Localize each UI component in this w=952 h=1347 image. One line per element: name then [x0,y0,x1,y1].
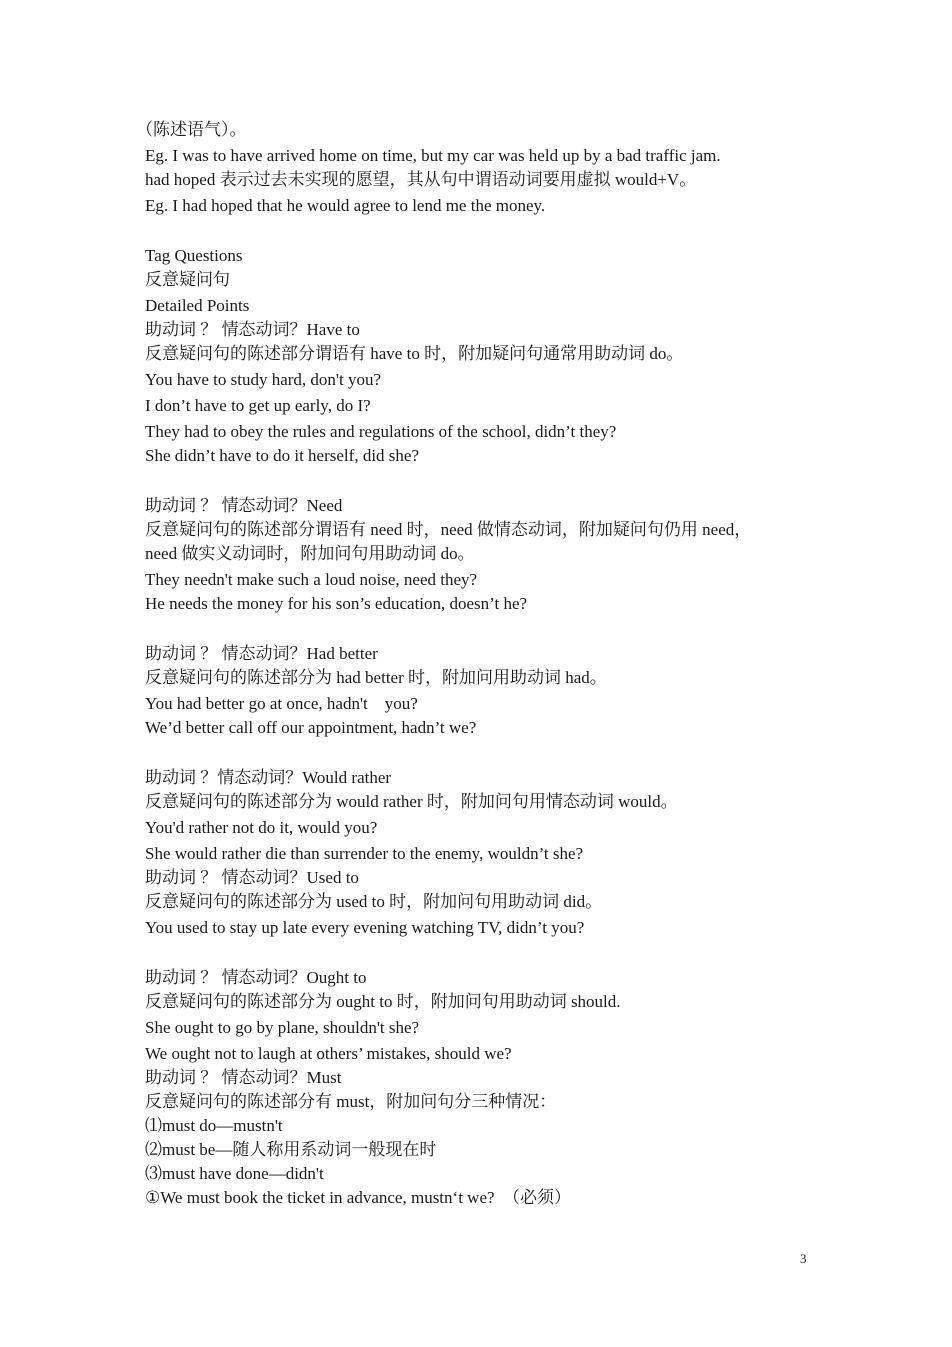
section-heading-cn: 反意疑问句 [145,270,230,289]
example-line: You had better go at once, hadn't you? [145,694,418,713]
example-line: They had to obey the rules and regulations of the school, didn’t they? [145,422,617,441]
example-line: We ought not to laugh at others’ mistakes, should we? [145,1044,512,1063]
topic-heading: 助动词 ？ 情态动词？Had better [145,644,378,663]
topic-heading: 助动词 ？ 情态动词？Must [145,1068,342,1087]
list-item: ⑶must have done—didn't [145,1164,324,1183]
text-line: 反意疑问句的陈述部分为 had better 时，附加问用助动词 had。 [145,668,607,687]
example-line: They needn't make such a loud noise, need they? [145,570,478,589]
example-line: ①We must book the ticket in advance, mustn‘t we? （必须） [145,1188,572,1207]
text-line: 反意疑问句的陈述部分谓语有 need 时，need 做情态动词，附加疑问句仍用 need， [145,520,752,539]
subsection-heading: Detailed Points [145,296,250,315]
section-heading: Tag Questions [145,246,243,265]
example-line: She would rather die than surrender to the enemy, wouldn’t she? [145,844,584,863]
example-line: She didn’t have to do it herself, did she? [145,446,419,465]
page-number: 3 [800,1251,807,1266]
example-line: We’d better call off our appointment, hadn’t we? [145,718,477,737]
text-line: 反意疑问句的陈述部分为 used to 时，附加问句用助动词 did。 [145,892,603,911]
text-line: （陈述语气）。 [136,120,247,139]
topic-heading: 助动词 ？ 情态动词？Ought to [145,968,367,987]
text-line: 反意疑问句的陈述部分为 would rather 时，附加问句用情态动词 would。 [145,792,678,811]
text-line: need 做实义动词时，附加问句用助动词 do。 [145,544,475,563]
text-line: 反意疑问句的陈述部分为 ought to 时，附加问句用助动词 should. [145,992,621,1011]
text-line: had hoped 表示过去未实现的愿望，其从句中谓语动词要用虚拟 would+V。 [145,170,697,189]
document-body [136,118,845,1210]
paragraph-gap [145,468,845,492]
topic-heading: 助动词 ？ 情态动词？Used to [145,868,359,887]
topic-heading: 助动词 ？ 情态动词？Need [145,496,343,515]
list-item: ⑴must do—mustn't [145,1116,283,1135]
paragraph-gap [145,740,845,764]
list-item: ⑵must be—随人称用系动词一般现在时 [145,1140,437,1159]
topic-heading: 助动词 ？情态动词？Would rather [145,768,392,787]
text-line: Eg. I was to have arrived home on time, but my car was held up by a bad traffic jam. [145,146,721,165]
example-line: You have to study hard, don't you? [145,370,382,389]
example-line: He needs the money for his son’s education, doesn’t he? [145,594,528,613]
text-line: 反意疑问句的陈述部分谓语有 have to 时，附加疑问句通常用助动词 do。 [145,344,684,363]
paragraph-gap [145,218,845,242]
example-line: You used to stay up late every evening watching TV, didn’t you? [145,918,585,937]
paragraph-gap [145,940,845,964]
text-line: 反意疑问句的陈述部分有 must，附加问句分三种情况： [145,1092,557,1111]
text-line: Eg. I had hoped that he would agree to lend me the money. [145,196,546,215]
example-line: I don’t have to get up early, do I? [145,396,371,415]
example-line: She ought to go by plane, shouldn't she? [145,1018,420,1037]
example-line: You'd rather not do it, would you? [145,818,378,837]
topic-heading: 助动词 ？ 情态动词？Have to [145,320,360,339]
paragraph-gap [145,616,845,640]
